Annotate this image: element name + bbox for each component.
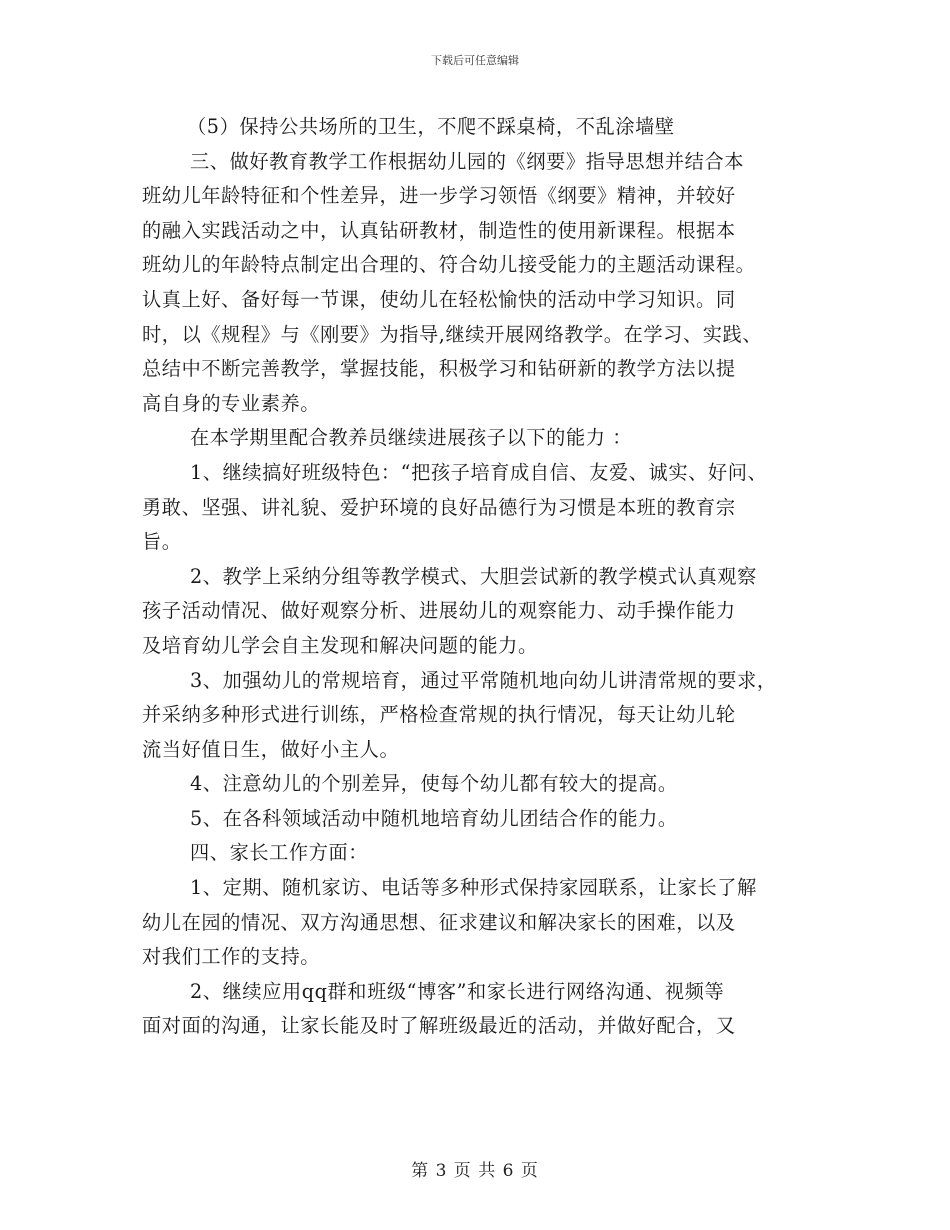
text-line: 对我们工作的支持。: [142, 945, 321, 969]
text-line: 三、做好教育教学工作根据幼儿园的《纲要》指导思想并结合本: [190, 149, 745, 173]
text-line: 班幼儿年龄特征和个性差异，进一步学习领悟《纲要》精神，并较好: [142, 184, 736, 208]
text-line: 5、在各科领域活动中随机地培育幼儿团结合作的能力。: [190, 806, 678, 830]
text-line: 高自身的专业素养。: [142, 391, 321, 415]
text-line: 总结中不断完善教学，掌握技能，积极学习和钻研新的教学方法以提: [142, 357, 736, 381]
text-line: 认真上好、备好每一节课，使幼儿在轻松愉快的活动中学习知识。同: [142, 287, 736, 311]
text-line: 1、继续搞好班级特色：“把孩子培育成自信、友爱、诚实、好问、: [190, 460, 768, 484]
text-line: 3、加强幼儿的常规培育，通过平常随机地向幼儿讲清常规的要求，: [190, 668, 777, 692]
text-line: 及培育幼儿学会自主发现和解决问题的能力。: [142, 633, 538, 657]
text-line: 面对面的沟通，让家长能及时了解班级最近的活动，并做好配合，又: [142, 1014, 736, 1038]
text-line: 勇敢、坚强、讲礼貌、爱护环境的良好品德行为习惯是本班的教育宗: [142, 495, 736, 519]
document-body: [142, 110, 812, 1044]
text-line: 班幼儿的年龄特点制定出合理的、符合幼儿接受能力的主题活动课程。: [142, 253, 756, 277]
text-line: 2、教学上采纳分组等教学模式、大胆尝试新的教学模式认真观察: [190, 564, 757, 588]
page-number: 第 3 页 共 6 页: [411, 1161, 539, 1181]
text-line: 幼儿在园的情况、双方沟通思想、征求建议和解决家长的困难，以及: [142, 910, 736, 934]
text-line: 在本学期里配合教养员继续进展孩子以下的能力 ：: [190, 426, 633, 450]
text-line: 4、注意幼儿的个别差异，使每个幼儿都有较大的提高。: [190, 772, 678, 796]
text-line: 并采纳多种形式进行训练，严格检查常规的执行情况，每天让幼儿轮: [142, 703, 736, 727]
page-header-note: 下载后可任意编辑: [431, 54, 519, 67]
text-line: 四、家长工作方面：: [190, 841, 369, 865]
text-line: 孩子活动情况、做好观察分析、进展幼儿的观察能力、动手操作能力: [142, 599, 736, 623]
text-line: 流当好值日生，做好小主人。: [142, 737, 400, 761]
text-line: 旨。: [142, 530, 182, 554]
text-line: 2、继续应用qq群和班级“博客”和家长进行网络沟通、视频等: [190, 979, 725, 1003]
text-line: 的融入实践活动之中，认真钻研教材，制造性的使用新课程。根据本: [142, 218, 736, 242]
text-line: 1、定期、随机家访、电话等多种形式保持家园联系，让家长了解: [190, 876, 757, 900]
text-line: （5）保持公共场所的卫生，不爬不踩桌椅，不乱涂墙壁: [187, 115, 675, 138]
text-line: 时，以《规程》与《刚要》为指导,继续开展网络教学。在学习、实践、: [142, 322, 763, 346]
